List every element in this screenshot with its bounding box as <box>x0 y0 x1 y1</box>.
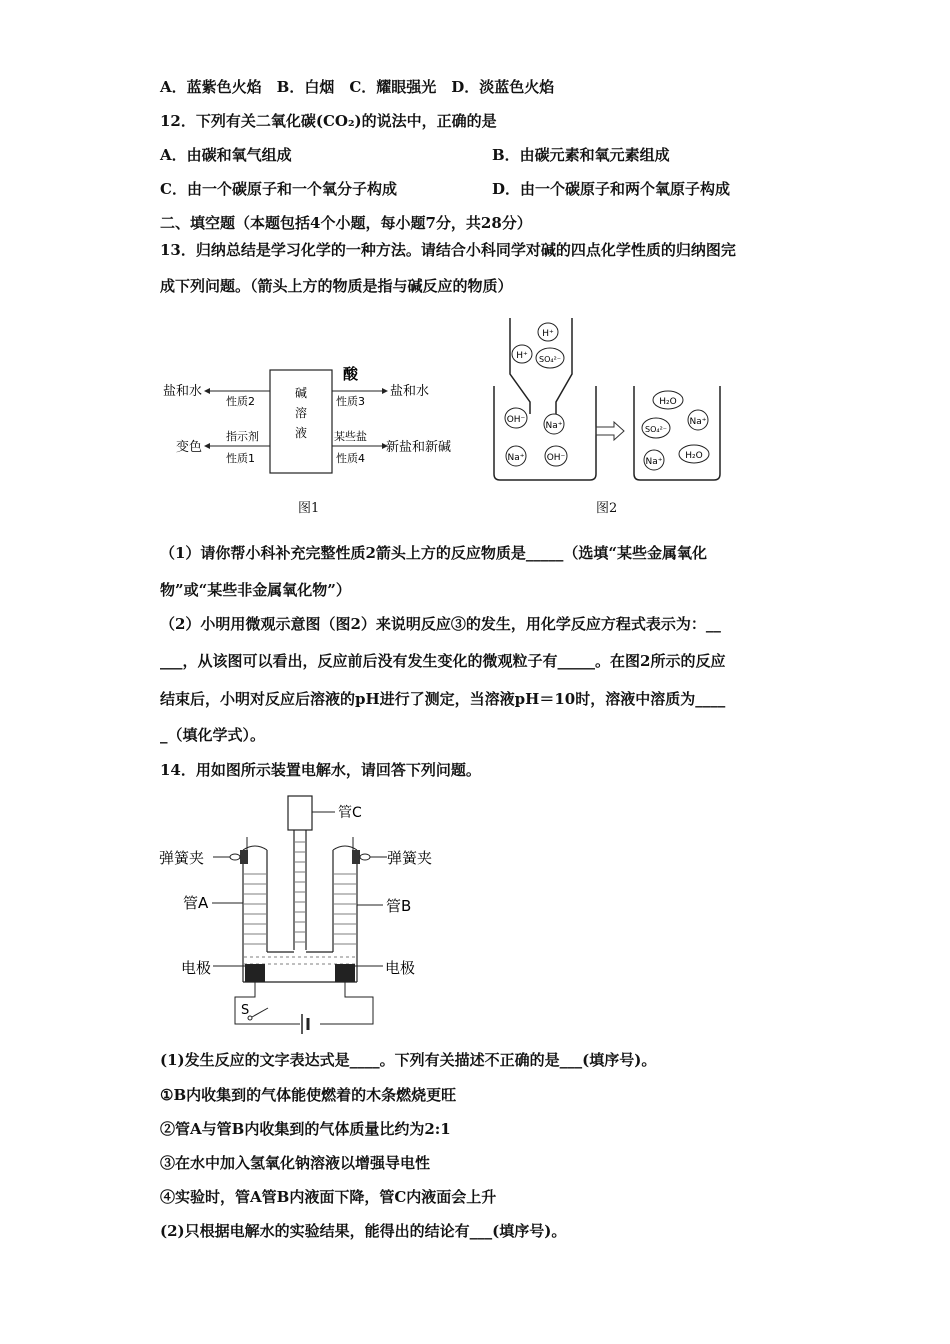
switch-label: S <box>241 1003 250 1018</box>
svg-text:OH⁻: OH⁻ <box>546 453 566 463</box>
beaker2-ion <box>642 418 670 438</box>
switch-lever <box>252 1008 268 1017</box>
beaker2-ion <box>688 410 708 430</box>
clip-right <box>352 850 360 864</box>
svg-text:H⁺: H⁺ <box>542 329 554 339</box>
q13-stem-2: 成下列问题。（箭头上方的物质是指与碱反应的物质） <box>160 277 513 295</box>
right-top-reagent: 酸 <box>343 365 359 383</box>
q14-statement-3: ③在水中加入氢氧化钠溶液以增强导电性 <box>160 1154 431 1172</box>
q13-part2-line1: （2）小明用微观示意图（图2）来说明反应③的发生，用化学反应方程式表示为：__ <box>160 615 721 633</box>
tube-c-label: 管C <box>338 805 362 821</box>
alkali-box-char2: 溶 <box>294 406 308 420</box>
electrode-left-label: 电极 <box>181 959 212 977</box>
q14-statement-2: ②管A与管B内收集到的气体质量比约为2:1 <box>160 1120 451 1138</box>
right-bottom-product: 新盐和新碱 <box>386 440 452 455</box>
left-bottom-reagent: 指示剂 <box>226 430 259 443</box>
fig2-caption: 图2 <box>596 501 618 516</box>
svg-text:H₂O: H₂O <box>685 451 703 461</box>
clip-right-label: 弹簧夹 <box>387 849 433 867</box>
clip-left <box>240 850 248 864</box>
beaker1-ion <box>545 446 567 466</box>
q12-option-a: A．由碳和氧气组成 <box>160 146 292 164</box>
svg-text:H₂O: H₂O <box>659 397 677 407</box>
q12-stem: 12．下列有关二氧化碳(CO₂)的说法中，正确的是 <box>160 112 497 130</box>
svg-text:OH⁻: OH⁻ <box>506 415 526 425</box>
beaker1-ion <box>505 408 527 428</box>
beaker1-ion <box>544 414 564 434</box>
q14-stem: 14．用如图所示装置电解水，请回答下列问题。 <box>160 761 481 779</box>
svg-text:SO₄²⁻: SO₄²⁻ <box>644 425 668 434</box>
alkali-box-char1: 碱 <box>294 386 308 400</box>
svg-text:Na⁺: Na⁺ <box>689 417 707 427</box>
alkali-box-char3: 液 <box>294 426 308 440</box>
beaker1-ion <box>506 446 526 466</box>
electrode-right-block <box>335 964 355 982</box>
beaker2-ion <box>679 445 709 463</box>
q12-option-c: C．由一个碳原子和一个氧分子构成 <box>160 180 397 198</box>
right-bottom-label: 性质4 <box>336 452 365 465</box>
q13-part2-line4: _（填化学式）。 <box>160 726 266 744</box>
left-top-label: 性质2 <box>226 395 255 408</box>
section-heading: 二、填空题（本题包括4个小题，每小题7分，共28分） <box>160 214 532 232</box>
svg-text:Na⁺: Na⁺ <box>507 453 525 463</box>
beaker2-ion <box>653 391 683 409</box>
right-bottom-reagent: 某些盐 <box>334 430 367 443</box>
svg-text:SO₄²⁻: SO₄²⁻ <box>538 355 562 364</box>
funnel-ion <box>538 323 558 341</box>
electrode-left-block <box>245 964 265 982</box>
q13-part2-line3: 结束后，小明对反应后溶液的pH进行了测定，当溶液pH＝10时，溶液中溶质为____ <box>160 690 726 708</box>
q13-part1-line1: （1）请你帮小科补充完整性质2箭头上方的反应物质是_____（选填“某些金属氧化 <box>160 544 708 562</box>
left-bottom-label: 性质1 <box>226 452 255 465</box>
q13-stem-1: 13．归纳总结是学习化学的一种方法。请结合小科同学对碱的四点化学性质的归纳图完 <box>160 241 736 259</box>
q12-option-b: B．由碳元素和氧元素组成 <box>492 146 670 164</box>
q11-options: A．蓝紫色火焰 B．白烟 C．耀眼强光 D．淡蓝色火焰 <box>160 78 555 96</box>
funnel-ion <box>512 345 532 363</box>
q13-part2-line2: ___，从该图可以看出，反应前后没有发生变化的微观粒子有_____。在图2所示的反应 <box>160 652 726 670</box>
fig1-caption: 图1 <box>298 501 320 516</box>
clip-left-label: 弹簧夹 <box>159 849 205 867</box>
right-top-label: 性质3 <box>336 395 365 408</box>
beaker-before <box>494 386 596 480</box>
q14-part1: (1)发生反应的文字表达式是____。下列有关描述不正确的是___(填序号)。 <box>160 1051 657 1069</box>
left-bottom-product: 变色 <box>176 440 203 455</box>
svg-text:Na⁺: Na⁺ <box>645 457 663 467</box>
q14-statement-1: ①B内收集到的气体能使燃着的木条燃烧更旺 <box>160 1086 457 1104</box>
q13-figure-1 <box>160 355 470 475</box>
svg-text:Na⁺: Na⁺ <box>545 421 563 431</box>
q13-part1-line2: 物”或“某些非金属氧化物”） <box>160 581 351 599</box>
q14-electrolysis-figure <box>155 792 455 1034</box>
q14-part2: (2)只根据电解水的实验结果，能得出的结论有___(填序号)。 <box>160 1222 567 1240</box>
svg-text:H⁺: H⁺ <box>516 351 528 361</box>
funnel-ion <box>536 348 564 368</box>
left-top-product: 盐和水 <box>163 384 203 399</box>
q12-option-d: D．由一个碳原子和两个氧原子构成 <box>492 180 731 198</box>
q14-statement-4: ④实验时，管A管B内液面下降，管C内液面会上升 <box>160 1188 497 1206</box>
tube-b-label: 管B <box>386 897 412 915</box>
right-top-product: 盐和水 <box>390 384 430 399</box>
tube-a-label: 管A <box>183 894 209 912</box>
beaker2-ion <box>644 450 664 470</box>
q13-figure-2 <box>490 314 730 486</box>
electrode-right-label: 电极 <box>385 959 416 977</box>
